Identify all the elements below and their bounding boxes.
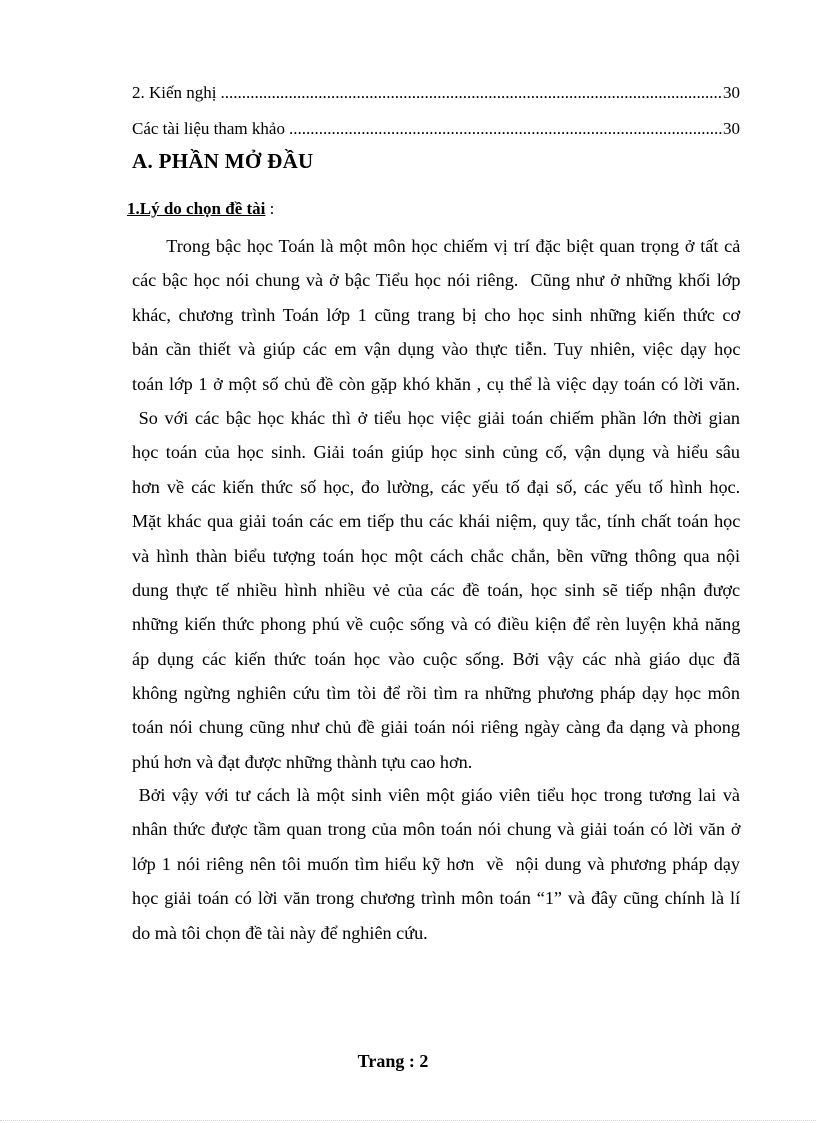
text-line: những kiến thức phong phú về cuộc sống và có điều kiện để rèn luyện khả năng [132,614,741,635]
page-footer [0,1051,816,1072]
toc-entry [132,82,740,104]
text-line: không ngừng nghiên cứu tìm tòi để rồi tìm ra những phương pháp dạy học môn [132,683,740,704]
page-edge [0,1120,816,1121]
paragraph-reason [132,229,740,779]
toc-entry-title: 2. Kiến nghị [132,83,217,102]
text-line: bản cần thiết và giúp các em vận dụng vào thực tiễn. Tuy nhiên, việc dạy học [132,339,741,360]
text-line: So với các bậc học khác thì ở tiểu học việc giải toán chiếm phần lớn thời gian [132,407,740,428]
text-line: Mặt khác qua giải toán các em tiếp thu các khái niệm, quy tắc, tính chất toán học [132,511,741,532]
subsection-heading [127,199,274,219]
text-line: các bậc học nói chung và ở bậc Tiểu học nói riêng. Cũng như ở những khối lớp [132,270,741,291]
text-line: và hình thàn biểu tượng toán học một cách chắc chắn, bền vững thông qua nội [132,545,740,566]
text-line: phú hơn và đạt được những thành tựu cao hơn. [132,751,473,772]
toc-entry [132,118,740,140]
text-line: Bởi vậy với tư cách là một sinh viên một giáo viên tiểu học trong tương lai và [132,785,740,805]
toc-leader-dots [289,118,722,140]
toc-entry-title: Các tài liệu tham khảo [132,119,285,138]
text-line: nhân thức được tầm quan trong của môn toán nói chung và giải toán có lời văn ở [132,819,741,840]
text-line: học giải toán có lời văn trong chương trình môn toán “1” và đây cũng chính là lí [132,888,741,909]
text-line: lớp 1 nói riêng nên tôi muốn tìm hiểu kỹ hơn về nội dung và phương pháp dạy [132,853,740,874]
text-line: áp dụng các kiến thức toán học vào cuộc sống. Bởi vậy các nhà giáo dục đã [132,648,741,669]
toc-entry-page: 30 [723,83,740,102]
subsection-colon: : [265,199,275,218]
section-heading: A. PHẦN MỞ ĐẦU [132,149,314,173]
text-line: toán nói chung cũng như chủ đề giải toán nói riêng ngày càng đa dạng và phong [132,717,740,738]
toc-leader-dots [221,82,722,104]
subsection-title: 1.Lý do chọn đề tài [127,199,266,218]
text-line: học toán của học sinh. Giải toán giúp học sinh củng cố, vận dụng và hiểu sâu [132,442,740,463]
paragraph-conclusion [132,778,740,950]
text-line: toán lớp 1 ở một số chủ đề còn gặp khó khăn , cụ thể là việc dạy toán có lời văn. [132,373,740,394]
text-line: khác, chương trình Toán lớp 1 cũng trang bị cho học sinh những kiến thức cơ [132,304,741,325]
toc-entry-page: 30 [723,119,740,138]
text-line: Trong bậc học Toán là một môn học chiếm vị trí đặc biệt quan trọng ở tất cả [132,236,741,256]
text-line: dung thực tế nhiều hình nhiều vẻ của các đề toán, học sinh sẽ tiếp nhận được [132,579,741,600]
text-line: do mà tôi chọn đề tài này để nghiên cứu. [132,922,428,943]
text-line: hơn về các kiến thức số học, đo lường, các yếu tố đại số, các yếu tố hình học. [132,476,741,497]
page-number: Trang : 2 [357,1051,429,1071]
